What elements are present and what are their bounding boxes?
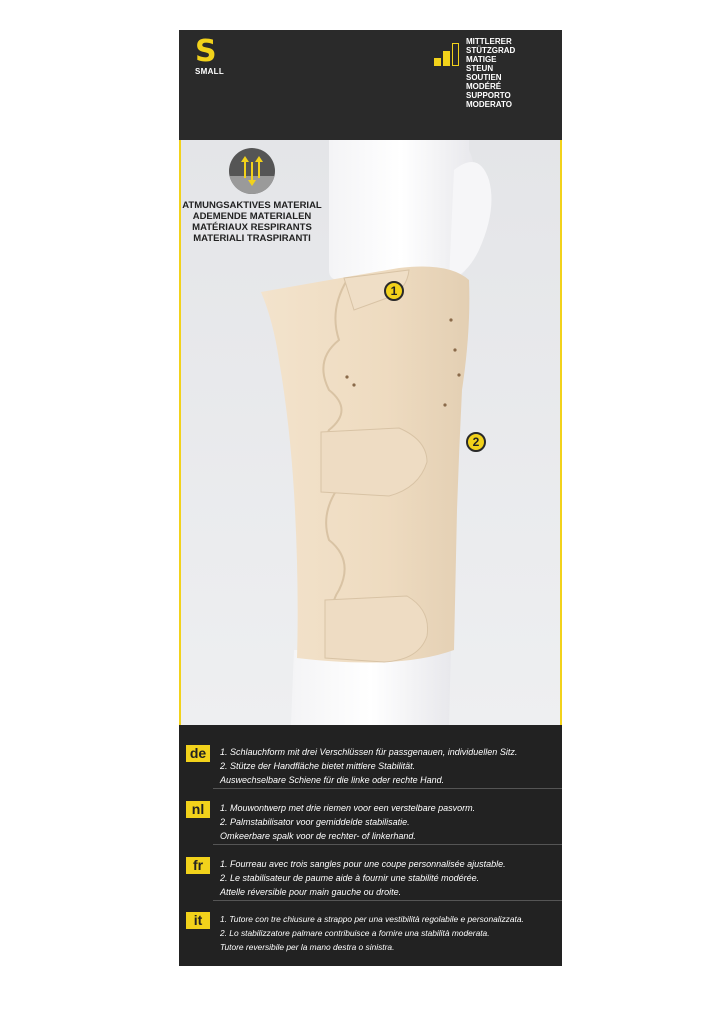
lang-tag-fr: fr (186, 857, 210, 874)
marker-2: 2 (466, 432, 486, 452)
support-line: MODÉRÉ (466, 82, 502, 91)
support-line: STEUN (466, 64, 494, 73)
description-it (179, 906, 562, 961)
lang-tag-nl: nl (186, 801, 210, 818)
support-bar-3 (452, 43, 459, 66)
description-line: Tutore reversibile per la mano destra o sinistra. (220, 942, 395, 952)
divider (213, 844, 562, 845)
support-line: MATIGE (466, 55, 497, 64)
divider (213, 900, 562, 901)
description-line: 2. Le stabilisateur de paume aide à fournir une stabilité modérée. (220, 873, 480, 883)
description-line: 1. Mouwontwerp met drie riemen voor een verstelbare pasvorm. (220, 803, 476, 813)
support-level-text (466, 37, 515, 109)
size-letter: S (195, 34, 217, 69)
description-nl (179, 795, 562, 850)
description-line: 2. Palmstabilisator voor gemiddelde stabilisatie. (220, 817, 410, 827)
support-bar-1 (434, 58, 441, 66)
right-accent-line (560, 140, 562, 726)
feature-text (179, 200, 325, 244)
header-band (179, 30, 562, 140)
feature-line: ATMUNGSAKTIVES MATERIAL (182, 200, 322, 211)
description-fr (179, 851, 562, 906)
feature-line: MATERIALI TRASPIRANTI (193, 233, 311, 244)
description-line: 2. Stütze der Handfläche bietet mittlere Stabilität. (220, 761, 416, 771)
lang-tag-it: it (186, 912, 210, 929)
description-band (179, 725, 562, 966)
support-level-bars-icon (434, 42, 460, 66)
description-line: 1. Fourreau avec trois sangles pour une coupe personnalisée ajustable. (220, 859, 506, 869)
size-label: SMALL (195, 67, 225, 76)
description-line: Omkeerbare spalk voor de rechter- of linkerhand. (220, 831, 416, 841)
marker-1: 1 (384, 281, 404, 301)
description-line: 2. Lo stabilizzatore palmare contribuisce a fornire una stabilità moderata. (220, 928, 490, 938)
description-line: 1. Tutore con tre chiusure a strappo per una vestibilità regolabile e personalizzata. (220, 914, 524, 924)
product-package (179, 30, 562, 966)
feature-line: ADEMENDE MATERIALEN (192, 211, 312, 222)
support-bar-2 (443, 51, 450, 66)
support-line: STÜTZGRAD (466, 46, 516, 55)
support-line: SUPPORTO (466, 91, 511, 100)
breathable-arrows-icon (229, 148, 275, 194)
lang-tag-de: de (186, 745, 210, 762)
description-de (179, 739, 562, 794)
support-line: SOUTIEN (466, 73, 502, 82)
description-line: 1. Schlauchform mit drei Verschlüssen für passgenauen, individuellen Sitz. (220, 747, 518, 757)
divider (213, 788, 562, 789)
support-line: MODERATO (466, 100, 512, 109)
description-line: Auswechselbare Schiene für die linke oder rechte Hand. (220, 775, 445, 785)
feature-line: MATÉRIAUX RESPIRANTS (192, 222, 312, 233)
description-line: Attelle réversible pour main gauche ou droite. (220, 887, 402, 897)
support-line: MITTLERER (466, 37, 512, 46)
